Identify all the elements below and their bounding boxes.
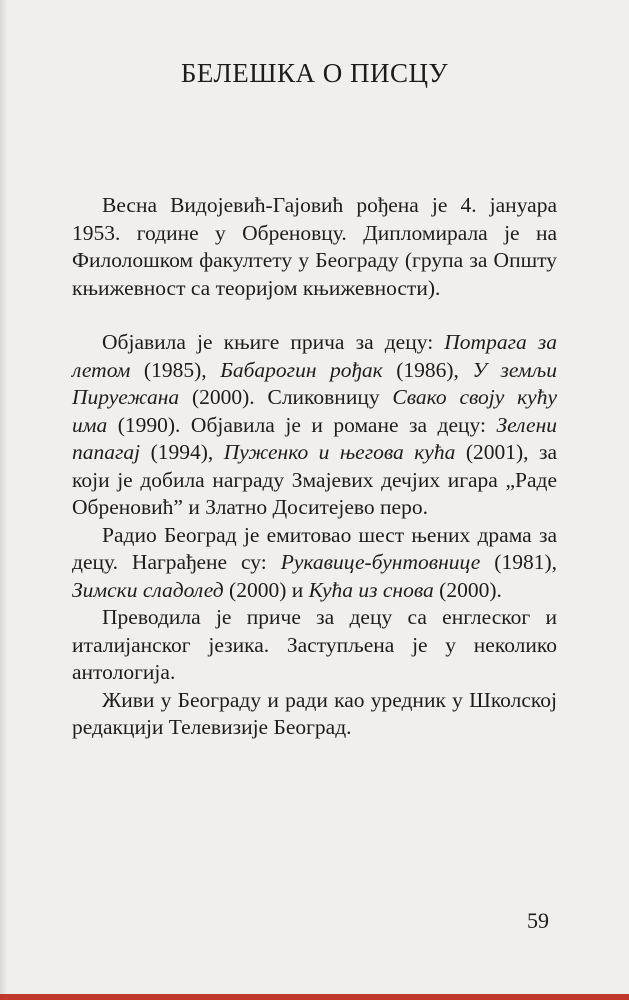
italic-title-text: Рукавице-бунтовнице bbox=[280, 550, 481, 574]
italic-title-text: Зимски сладолед bbox=[72, 577, 224, 602]
italic-title-text: Пуженко и његова кућа bbox=[223, 440, 456, 464]
text-run: (1986), bbox=[382, 357, 473, 382]
italic-title-text: У земљи Пируежана bbox=[72, 357, 558, 409]
italic-title-text: Потрага за летом bbox=[72, 330, 557, 382]
text-run: (2000). Сликовницу bbox=[179, 385, 393, 409]
italic-title-text: Зелени папагај bbox=[72, 412, 557, 464]
text-run: (2000). bbox=[433, 577, 502, 602]
paragraph-residence: Живи у Београду и ради као уредник у Школској редакцији Телевизије Београд. bbox=[72, 687, 557, 739]
text-run: (1990). Објавила је и романе за децу: bbox=[107, 412, 497, 437]
page-number: 59 bbox=[527, 908, 549, 933]
text-run: (1985), bbox=[130, 357, 221, 382]
text-run: (2000) и bbox=[223, 577, 309, 602]
page-title: БЕЛЕШКА О ПИСЦУ bbox=[180, 58, 449, 88]
page-body bbox=[72, 192, 557, 742]
paragraph-translations: Преводила је приче за децу са енглеског и италијанског језика. Заступљена је у неколико антологија. bbox=[72, 605, 557, 684]
text-run: (2001), за који је добила награду Змајевих дечјих игара „Раде Обреновић” и Златно Доситејево перо. bbox=[72, 440, 558, 519]
paragraph-radio-dramas bbox=[72, 522, 557, 605]
paragraph-books bbox=[72, 329, 557, 522]
italic-title-text: Свако своју кућу има bbox=[72, 385, 558, 437]
text-run: (1994), bbox=[140, 440, 224, 464]
page-bottom-edge bbox=[0, 994, 629, 1000]
paragraph-birth: Весна Видојевић-Гајовић рођена је 4. јануара 1953. године у Обреновцу. Дипломирала је на Филолошком факултету у Београду (група за Општу књижевност са теоријом књижевности). bbox=[72, 193, 557, 300]
text-run: (1981), bbox=[480, 550, 557, 574]
italic-title-text: Бабарогин рођак bbox=[220, 357, 383, 382]
text-run: Објавила је књиге прича за децу: bbox=[102, 330, 445, 354]
italic-title-text: Кућа из снова bbox=[308, 577, 434, 602]
text-run: Радио Београд је емитовао шест њених драма за децу. Награђене су: bbox=[72, 522, 557, 574]
page-binding-edge bbox=[0, 0, 8, 1000]
